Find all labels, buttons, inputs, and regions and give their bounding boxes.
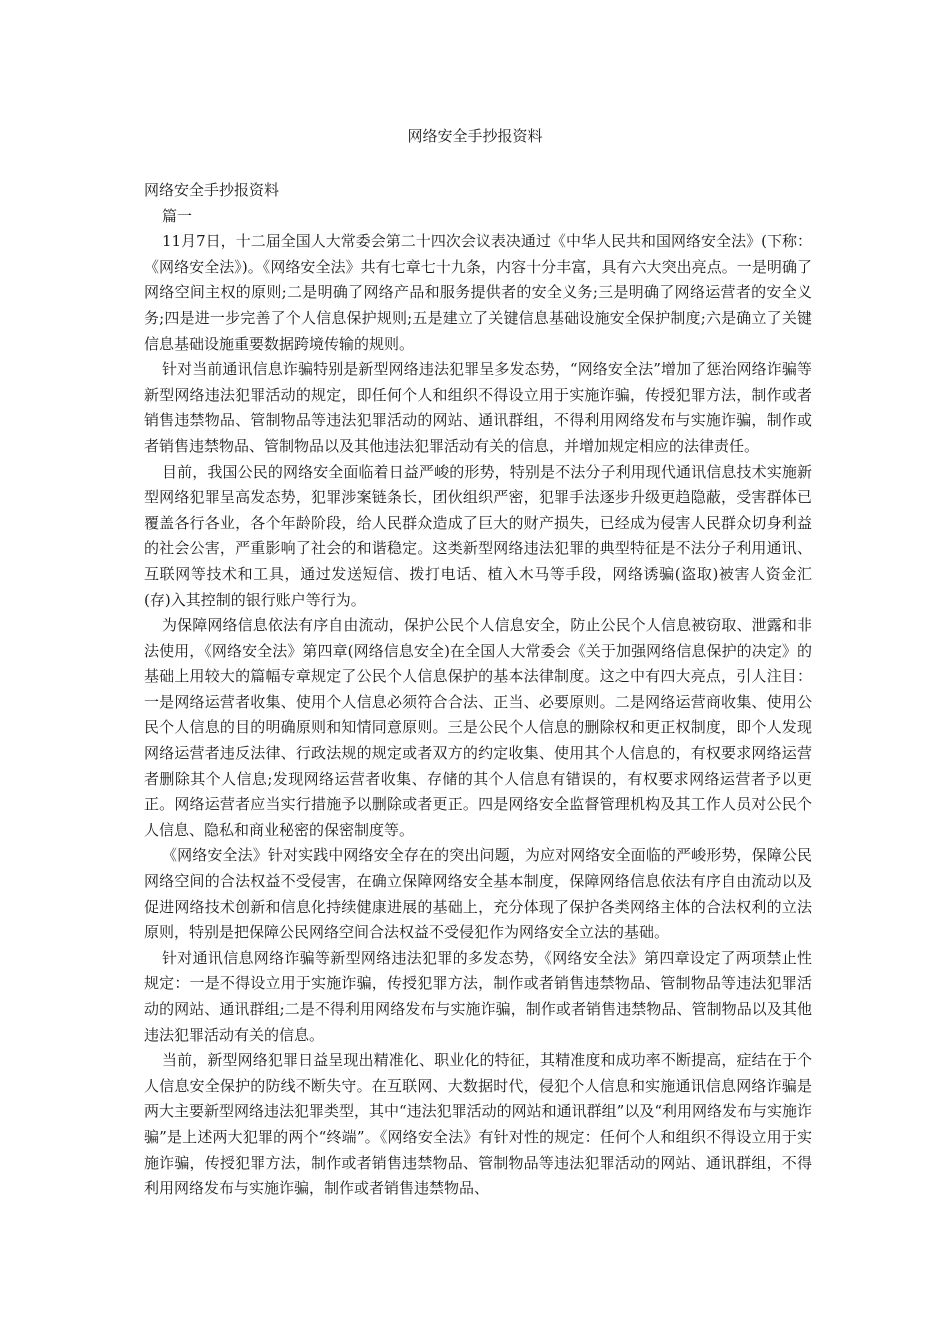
document-subtitle: 网络安全手抄报资料 — [144, 181, 280, 199]
paragraph-3: 目前，我国公民的网络安全面临着日益严峻的形势，特别是不法分子利用现代通讯信息技术实施新型网络犯罪呈高发态势，犯罪涉案链条长，团伙组织严密，犯罪手法逐步升级更趋隐蔽，受害群体已覆盖各行各业，各个年龄阶段，给人民群众造成了巨大的财产损失，已经成为侵害人民群众切身利益的社会公害，严重影响了社会的和谐稳定。这类新型网络违法犯罪的典型特征是不法分子利用通讯、互联网等技术和工具，通过发送短信、拨打电话、植入木马等手段，网络诱骗(盗取)被害人资金汇(存)入其控制的银行账户等行为。 — [144, 462, 812, 609]
document-title: 网络安全手抄报资料 — [407, 127, 543, 145]
paragraph-6: 针对通讯信息网络诈骗等新型网络违法犯罪的多发态势，《网络安全法》第四章设定了两项禁止性规定：一是不得设立用于实施诈骗，传授犯罪方法，制作或者销售违禁物品、管制物品等违法犯罪活动的网站、通讯群组;二是不得利用网络发布与实施诈骗，制作或者销售违禁物品、管制物品以及其他违法犯罪活动有关的信息。 — [144, 948, 812, 1044]
paragraph-1: 11月7日，十二届全国人大常委会第二十四次会议表决通过《中华人民共和国网络安全法》(下称：《网络安全法》)。《网络安全法》共有七章七十九条，内容十分丰富，具有六大突出亮点。一是明确了网络空间主权的原则;二是明确了网络产品和服务提供者的安全义务;三是明确了网络运营者的安全义务;四是进一步完善了个人信息保护规则;五是建立了关键信息基础设施安全保护制度;六是确立了关键信息基础设施重要数据跨境传输的规则。 — [144, 232, 812, 353]
paragraph-7: 当前，新型网络犯罪日益呈现出精准化、职业化的特征，其精准度和成功率不断提高，症结在于个人信息安全保护的防线不断失守。在互联网、大数据时代，侵犯个人信息和实施通讯信息网络诈骗是两大主要新型网络违法犯罪类型，其中“违法犯罪活动的网站和通讯群组”以及“利用网络发布与实施诈骗”是上述两大犯罪的两个“终端”。《网络安全法》有针对性的规定：任何个人和组织不得设立用于实施诈骗，传授犯罪方法，制作或者销售违禁物品、管制物品等违法犯罪活动的网站、通讯群组，不得利用网络发布与实施诈骗，制作或者销售违禁物品、 — [144, 1051, 813, 1198]
paragraph-5: 《网络安全法》针对实践中网络安全存在的突出问题，为应对网络安全面临的严峻形势，保障公民网络空间的合法权益不受侵害，在确立保障网络安全基本制度，保障网络信息依法有序自由流动以及促进网络技术创新和信息化持续健康进展的基础上，充分体现了保护各类网络主体的合法权利的立法原则，特别是把保障公民网络空间合法权益不受侵犯作为网络安全立法的基础。 — [144, 846, 812, 942]
paragraph-4: 为保障网络信息依法有序自由流动，保护公民个人信息安全，防止公民个人信息被窃取、泄露和非法使用，《网络安全法》第四章(网络信息安全)在全国人大常委会《关于加强网络信息保护的决定》的基础上用较大的篇幅专章规定了公民个人信息保护的基本法律制度。这之中有四大亮点，引人注目：一是网络运营者收集、使用个人信息必须符合合法、正当、必要原则。二是网络运营商收集、使用公民个人信息的目的明确原则和知情同意原则。三是公民个人信息的删除权和更正权制度，即个人发现网络运营者违反法律、行政法规的规定或者双方的约定收集、使用其个人信息的，有权要求网络运营者删除其个人信息;发现网络运营者收集、存储的其个人信息有错误的，有权要求网络运营者予以更正。网络运营者应当实行措施予以删除或者更正。四是网络安全监督管理机构及其工作人员对公民个人信息、隐私和商业秘密的保密制度等。 — [144, 616, 812, 839]
document-body — [144, 178, 812, 1202]
section-heading: 篇一 — [162, 206, 193, 225]
paragraph-2: 针对当前通讯信息诈骗特别是新型网络违法犯罪呈多发态势，“网络安全法”增加了惩治网络诈骗等新型网络违法犯罪活动的规定，即任何个人和组织不得设立用于实施诈骗，传授犯罪方法，制作或者销售违禁物品、管制物品等违法犯罪活动的网站、通讯群组，不得利用网络发布与实施诈骗，制作或者销售违禁物品、管制物品以及其他违法犯罪活动有关的信息，并增加规定相应的法律责任。 — [144, 360, 812, 455]
